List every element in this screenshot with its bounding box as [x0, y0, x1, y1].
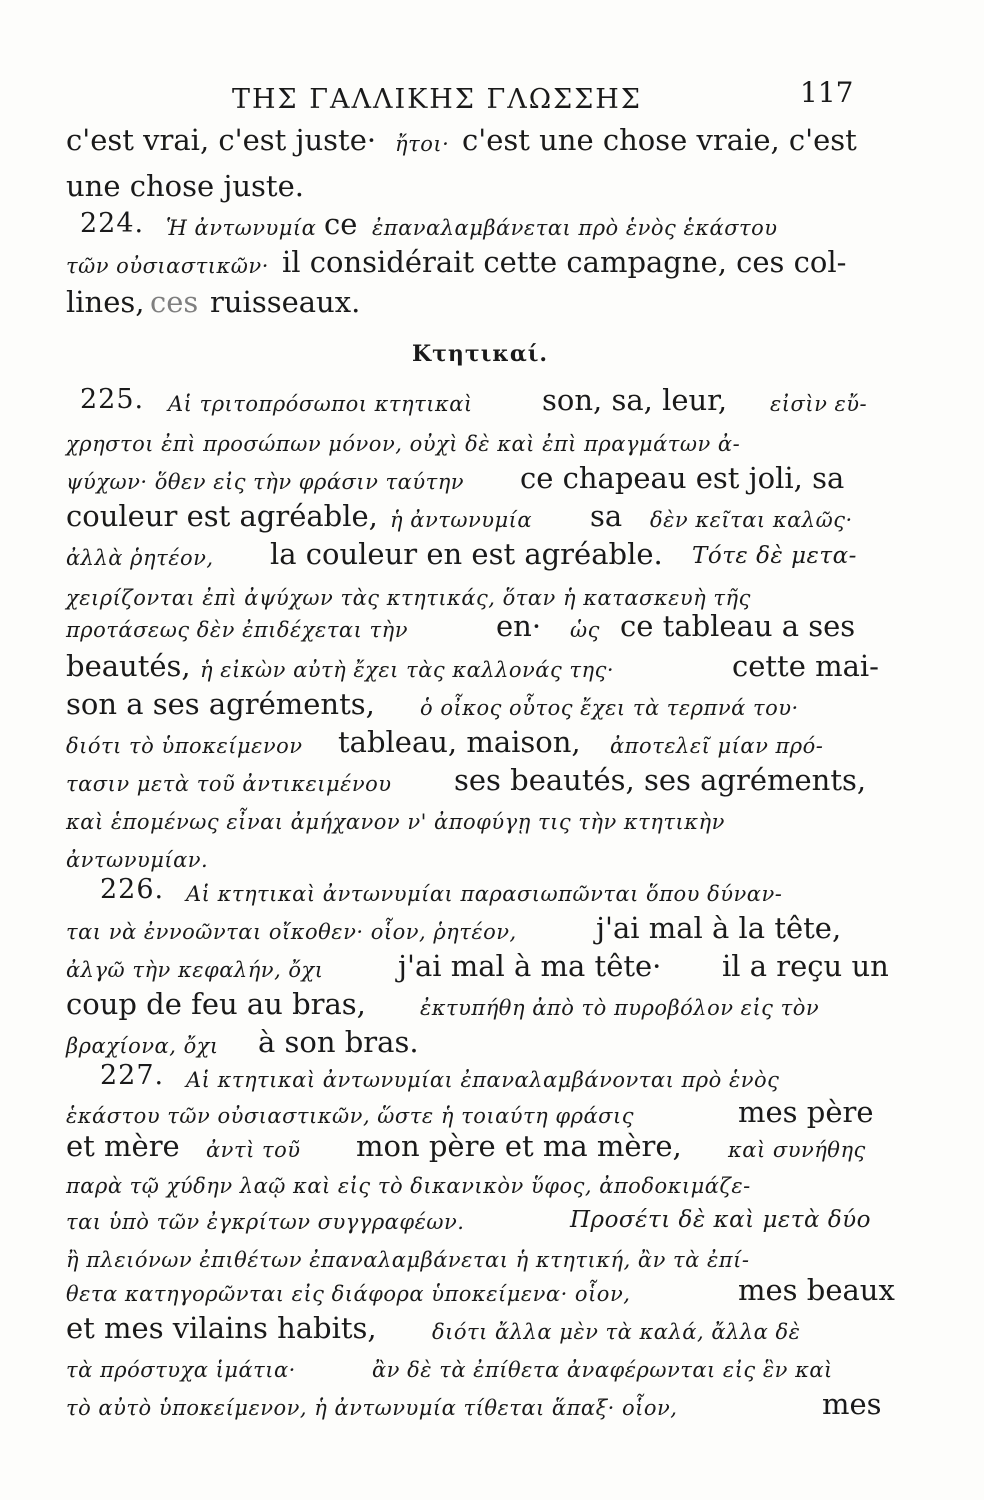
text-segment: Αἱ κτητικαὶ ἀντωνυμίαι παρασιωπῶνται ὅπου δύναν- [186, 882, 783, 906]
text-segment: une chose juste. [66, 169, 304, 203]
text-segment: ἑκάστου τῶν οὐσιαστικῶν, ὥστε ἡ τοιαύτη φράσις [66, 1104, 634, 1128]
text-segment: τῶν οὐσιαστικῶν· [66, 254, 269, 278]
text-segment: à son bras. [258, 1025, 419, 1059]
text-segment: Αἱ κτητικαὶ ἀντωνυμίαι ἐπαναλαμβάνονται πρὸ ἑνὸς [186, 1068, 780, 1092]
text-segment: mes [822, 1387, 882, 1421]
section-heading [0, 334, 984, 380]
text-segment: ἂν δὲ τὰ ἐπίθετα ἀναφέρωνται εἰς ἓν καὶ [372, 1358, 833, 1382]
text-segment: ται ὑπὸ τῶν ἐγκρίτων συγγραφέων. [66, 1210, 465, 1234]
text-segment: ses beautés, ses agréments, [454, 763, 867, 797]
text-segment: lines, [66, 285, 145, 319]
text-line [0, 1384, 984, 1430]
text-segment: ἡ εἰκὼν αὐτὴ ἔχει τὰς καλλονάς της· [200, 658, 615, 682]
text-segment: mon père et ma mère, [356, 1129, 682, 1163]
page-header [0, 72, 984, 122]
text-segment: ἐκτυπήθη ἀπὸ τὸ πυροβόλον εἰς τὸν [420, 996, 820, 1020]
text-segment: beautés, [66, 649, 191, 683]
text-segment: ἡ ἀντωνυμία [390, 508, 533, 532]
text-segment: mes beaux [738, 1273, 895, 1307]
text-segment: προτάσεως δὲν ἐπιδέχεται τὴν [66, 618, 408, 642]
text-segment: il a reçu un [722, 949, 889, 983]
text-segment: διότι ἄλλα μὲν τὰ καλά, ἄλλα δὲ [432, 1320, 801, 1344]
text-segment: la couleur en est agréable. [270, 537, 663, 571]
text-segment: et mère [66, 1129, 180, 1163]
paragraph-number: 225. [80, 384, 145, 415]
text-segment: ce [324, 207, 358, 241]
text-segment: ἢ πλειόνων ἐπιθέτων ἐπαναλαμβάνεται ἡ κτητική, ἂν τὰ ἐπί- [66, 1248, 750, 1272]
text-segment: c'est vrai, c'est juste· [66, 123, 377, 157]
text-segment: coup de feu au bras, [66, 987, 366, 1021]
text-segment: mes père [738, 1095, 874, 1129]
text-segment: Ἡ ἀντωνυμία [166, 216, 317, 240]
text-segment: ὁ οἶκος οὗτος ἔχει τὰ τερπνά του· [420, 696, 799, 720]
text-segment: c'est une chose vraie, c'est [462, 123, 857, 157]
text-segment: en· [496, 609, 542, 643]
text-segment: sa [590, 499, 623, 533]
text-segment: δὲν κεῖται καλῶς· [650, 508, 853, 532]
text-segment: son, sa, leur, [542, 383, 728, 417]
text-segment: ἀλγῶ τὴν κεφαλήν, ὄχι [66, 958, 324, 982]
text-segment: cette mai- [732, 649, 879, 683]
text-segment: couleur est agréable, [66, 499, 378, 533]
paragraph-number: 224. [80, 208, 145, 239]
page-number: 117 [800, 76, 854, 109]
text-segment: tableau, maison, [338, 725, 581, 759]
text-segment: τασιν μετὰ τοῦ ἀντικειμένου [66, 772, 392, 796]
running-title: ΤΗΣ ΓΑΛΛΙΚΗΣ ΓΛΩΣΣΗΣ [232, 84, 642, 115]
paragraph-number: 226. [100, 874, 165, 905]
text-line [0, 120, 984, 166]
text-segment: ἀντωνυμίαν. [66, 848, 209, 872]
text-segment: ἀλλὰ ῥητέον, [66, 546, 214, 570]
text-segment: εἰσὶν εὔ- [770, 392, 868, 416]
text-segment: καὶ ἑπομένως εἶναι ἀμήχανον ν' ἀποφύγῃ τις τὴν κτητικὴν [66, 810, 725, 834]
text-segment: Προσέτι δὲ καὶ μετὰ δύο [570, 1207, 871, 1233]
text-segment: βραχίονα, ὄχι [66, 1034, 219, 1058]
text-segment: ψύχων· ὅθεν εἰς τὴν φράσιν ταύτην [66, 470, 465, 494]
text-segment: θετα κατηγορῶνται εἰς διάφορα ὑποκείμενα· οἷον, [66, 1282, 631, 1306]
heading-text: Κτητικαί. [412, 341, 549, 367]
text-segment: son a ses agréments, [66, 687, 375, 721]
text-segment: ται νὰ ἐννοῶνται οἴκοθεν· οἷον, ῥητέον, [66, 920, 517, 944]
text-segment: ce chapeau est joli, sa [520, 461, 845, 495]
text-segment: διότι τὸ ὑποκείμενον [66, 734, 303, 758]
text-segment: ἀντὶ τοῦ [206, 1138, 301, 1162]
text-segment: il considérait cette campagne, ces col- [282, 245, 847, 279]
text-segment: j'ai mal à ma tête· [398, 949, 662, 983]
text-segment: et mes vilains habits, [66, 1311, 377, 1345]
text-segment: ces [150, 285, 199, 319]
text-segment: ruisseaux. [210, 285, 361, 319]
text-segment: τὰ πρόστυχα ἱμάτια· [66, 1358, 296, 1382]
text-segment: j'ai mal à la tête, [596, 911, 842, 945]
text-segment: καὶ συνήθης [728, 1138, 866, 1162]
text-segment: Τότε δὲ μετα- [692, 543, 857, 569]
text-segment: παρὰ τῷ χύδην λαῷ καὶ εἰς τὸ δικανικὸν ὕφος, ἀποδοκιμάζε- [66, 1174, 751, 1198]
paragraph-number: 227. [100, 1060, 165, 1091]
text-segment: Αἱ τριτοπρόσωποι κτητικαὶ [168, 392, 473, 416]
text-segment: ἤτοι· [395, 132, 450, 156]
text-segment: χειρίζονται ἐπὶ ἀψύχων τὰς κτητικάς, ὅταν ἡ κατασκευὴ τῆς [66, 586, 751, 610]
text-segment: χρηστοι ἐπὶ προσώπων μόνον, οὐχὶ δὲ καὶ ἐπὶ πραγμάτων ἀ- [66, 432, 741, 456]
text-segment: ὡς [570, 618, 600, 642]
text-line [0, 282, 984, 328]
text-segment: ce tableau a ses [620, 609, 856, 643]
text-segment: ἀποτελεῖ μίαν πρό- [610, 734, 824, 758]
text-segment: τὸ αὐτὸ ὑποκείμενον, ἡ ἀντωνυμία τίθεται ἅπαξ· οἷον, [66, 1396, 678, 1420]
text-segment: ἐπαναλαμβάνεται πρὸ ἑνὸς ἑκάστου [372, 216, 778, 240]
